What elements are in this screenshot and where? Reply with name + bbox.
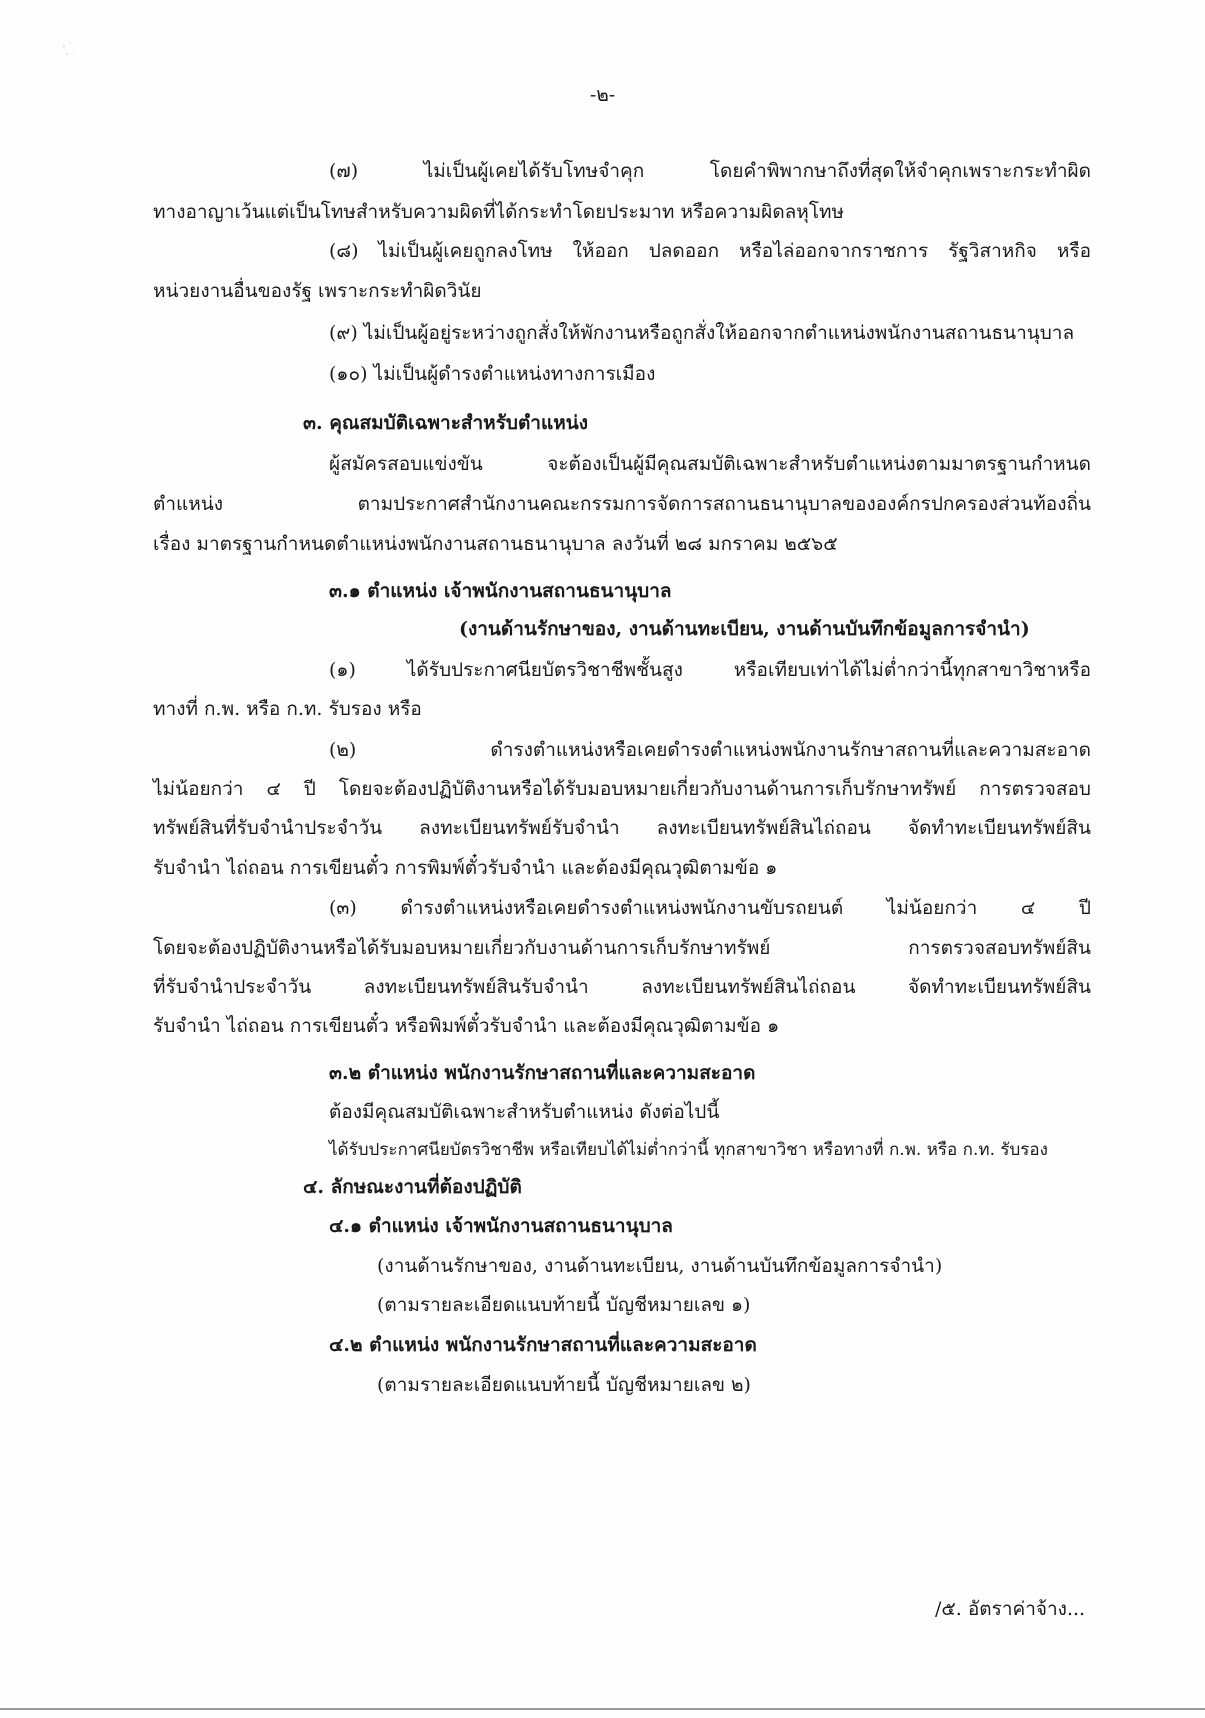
section-4-heading: ๔. ลักษณะงานที่ต้องปฏิบัติ [303, 1176, 522, 1198]
section-3-para-line-1: ผู้สมัครสอบแข่งขัน จะต้องเป็นผู้มีคุณสมบัติเฉพาะสำหรับตำแหน่งตามมาตรฐานกำหนด [329, 453, 1091, 475]
section-3-para-line-2: ตำแหน่ง ตามประกาศสำนักงานคณะกรรมการจัดการสถานธนานุบาลขององค์กรปกครองส่วนท้องถิ่น [153, 493, 1091, 515]
item-10: (๑๐) ไม่เป็นผู้ดำรงตำแหน่งทางการเมือง [329, 363, 656, 385]
qualification-2-line-4: รับจำนำ ไถ่ถอน การเขียนตั๋ว การพิมพ์ตั๋วรับจำนำ และต้องมีคุณวุฒิตามข้อ ๑ [153, 857, 778, 879]
subsection-4-2-heading: ๔.๒ ตำแหน่ง พนักงานรักษาสถานที่และความสะอาด [329, 1334, 757, 1356]
item-7-line-1: (๗) ไม่เป็นผู้เคยได้รับโทษจำคุก โดยคำพิพากษาถึงที่สุดให้จำคุกเพราะกระทำผิด [329, 160, 1091, 182]
subsection-3-2-intro: ต้องมีคุณสมบัติเฉพาะสำหรับตำแหน่ง ดังต่อไปนี้ [329, 1101, 720, 1123]
qualification-2-line-3: ทรัพย์สินที่รับจำนำประจำวัน ลงทะเบียนทรัพย์รับจำนำ ลงทะเบียนทรัพย์สินไถ่ถอน จัดทำทะเบียนทรัพย์สิน [153, 817, 1091, 839]
section-3-heading: ๓. คุณสมบัติเฉพาะสำหรับตำแหน่ง [303, 412, 589, 434]
continuation-note: /๕. อัตราค่าจ้าง... [935, 1598, 1086, 1620]
subsection-4-1-heading: ๔.๑ ตำแหน่ง เจ้าพนักงานสถานธนานุบาล [329, 1215, 673, 1237]
qualification-3-line-1: (๓) ดำรงตำแหน่งหรือเคยดำรงตำแหน่งพนักงานขับรถยนต์ ไม่น้อยกว่า ๔ ปี [329, 897, 1091, 919]
bottom-edge-rule [0, 1708, 1205, 1710]
qualification-1-line-1: (๑) ได้รับประกาศนียบัตรวิชาชีพชั้นสูง หรือเทียบเท่าได้ไม่ต่ำกว่านี้ทุกสาขาวิชาหรือ [329, 659, 1091, 681]
item-9: (๙) ไม่เป็นผู้อยู่ระหว่างถูกสั่งให้พักงานหรือถูกสั่งให้ออกจากตำแหน่งพนักงานสถานธนานุบาล [329, 322, 1075, 344]
page-number: -๒- [589, 84, 616, 106]
qualification-2-line-2: ไม่น้อยกว่า ๔ ปี โดยจะต้องปฏิบัติงานหรือได้รับมอบหมายเกี่ยวกับงานด้านการเก็บรักษาทรัพย์ การตรวจสอบ [153, 778, 1091, 800]
subsection-4-2-reference: (ตามรายละเอียดแนบท้ายนี้ บัญชีหมายเลข ๒) [377, 1374, 751, 1396]
qualification-1-line-2: ทางที่ ก.พ. หรือ ก.ท. รับรอง หรือ [153, 698, 422, 720]
qualification-3-line-2: โดยจะต้องปฏิบัติงานหรือได้รับมอบหมายเกี่ยวกับงานด้านการเก็บรักษาทรัพย์ การตรวจสอบทรัพย์สิน [153, 937, 1091, 959]
item-8-line-2: หน่วยงานอื่นของรัฐ เพราะกระทำผิดวินัย [153, 280, 482, 302]
scan-speck-decoration [60, 40, 78, 60]
subsection-3-2-requirement: ได้รับประกาศนียบัตรวิชาชีพ หรือเทียบได้ไม่ต่ำกว่านี้ ทุกสาขาวิชา หรือทางที่ ก.พ. หรือ ก.ท. รับรอง [329, 1140, 1048, 1160]
qualification-3-line-3: ที่รับจำนำประจำวัน ลงทะเบียนทรัพย์สินรับจำนำ ลงทะเบียนทรัพย์สินไถ่ถอน จัดทำทะเบียนทรัพย์สิน [153, 976, 1091, 998]
section-3-para-line-3: เรื่อง มาตรฐานกำหนดตำแหน่งพนักงานสถานธนานุบาล ลงวันที่ ๒๘ มกราคม ๒๕๖๕ [153, 533, 838, 555]
subsection-4-1-subtitle: (งานด้านรักษาของ, งานด้านทะเบียน, งานด้านบันทึกข้อมูลการจำนำ) [377, 1255, 943, 1277]
qualification-2-line-1: (๒) ดำรงตำแหน่งหรือเคยดำรงตำแหน่งพนักงานรักษาสถานที่และความสะอาด [329, 739, 1091, 761]
item-8-line-1: (๘) ไม่เป็นผู้เคยถูกลงโทษ ให้ออก ปลดออก หรือไล่ออกจากราชการ รัฐวิสาหกิจ หรือ [329, 240, 1091, 262]
subsection-3-1-subtitle: (งานด้านรักษาของ, งานด้านทะเบียน, งานด้านบันทึกข้อมูลการจำนำ) [459, 618, 1030, 640]
qualification-3-line-4: รับจำนำ ไถ่ถอน การเขียนตั๋ว หรือพิมพ์ตั๋วรับจำนำ และต้องมีคุณวุฒิตามข้อ ๑ [153, 1015, 780, 1037]
subsection-3-1-heading: ๓.๑ ตำแหน่ง เจ้าพนักงานสถานธนานุบาล [329, 580, 672, 602]
subsection-4-1-reference: (ตามรายละเอียดแนบท้ายนี้ บัญชีหมายเลข ๑) [377, 1294, 751, 1316]
item-7-line-2: ทางอาญาเว้นแต่เป็นโทษสำหรับความผิดที่ได้กระทำโดยประมาท หรือความผิดลหุโทษ [153, 201, 845, 223]
subsection-3-2-heading: ๓.๒ ตำแหน่ง พนักงานรักษาสถานที่และความสะอาด [329, 1062, 756, 1084]
